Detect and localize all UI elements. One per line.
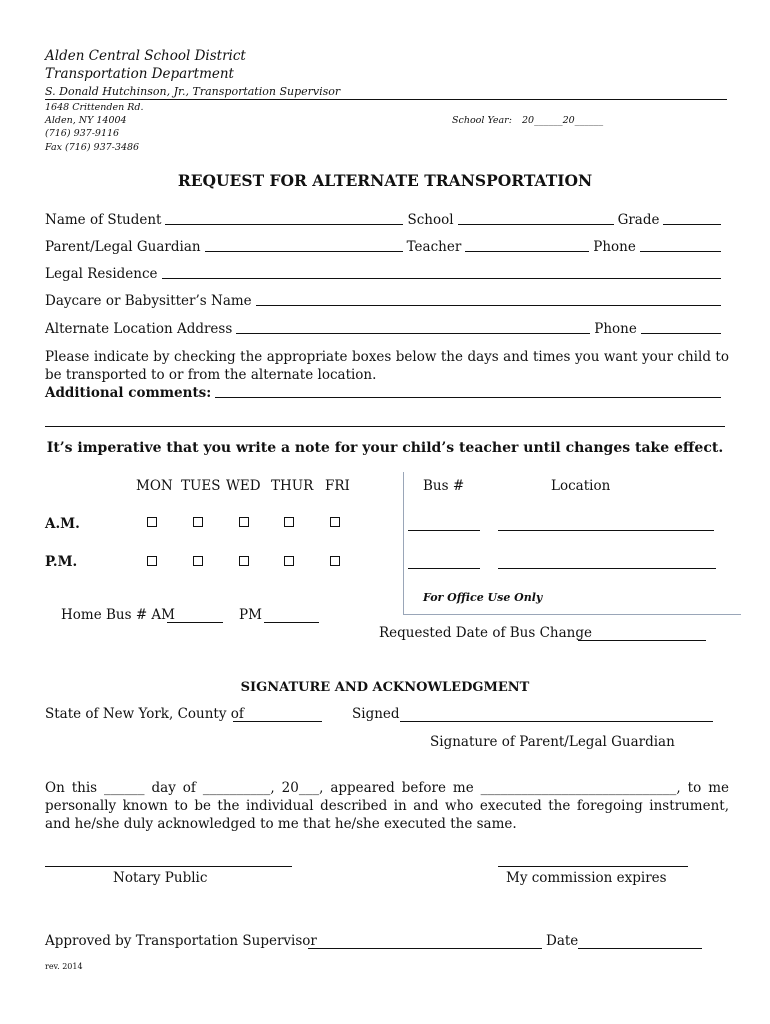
phone-field[interactable] (640, 251, 721, 252)
address-line-2: Alden, NY 14004 (45, 115, 127, 126)
day-thur: THUR (271, 478, 314, 494)
legal-residence-field[interactable] (162, 278, 721, 279)
checkbox-am-wed[interactable] (239, 517, 249, 527)
requested-date-label: Requested Date of Bus Change (379, 625, 592, 641)
checkbox-am-tues[interactable] (193, 517, 203, 527)
state-county-label: State of New York, County of (45, 706, 244, 722)
teacher-label: Teacher (406, 239, 462, 255)
approved-field[interactable] (308, 948, 542, 949)
notary-signature-line[interactable] (45, 866, 292, 867)
school-year-label: School Year: (452, 115, 512, 126)
guardian-label: Parent/Legal Guardian (45, 239, 201, 255)
student-name-field[interactable] (165, 224, 403, 225)
alt-address-label: Alternate Location Address (45, 321, 233, 337)
alt-address-row (45, 319, 725, 337)
home-bus-am-label: Home Bus # AM (61, 607, 175, 623)
day-mon: MON (136, 478, 173, 494)
form-title: REQUEST FOR ALTERNATE TRANSPORTATION (177, 171, 593, 190)
requested-date-field[interactable] (578, 640, 706, 641)
pm-label: P.M. (45, 554, 78, 570)
checkbox-pm-fri[interactable] (330, 556, 340, 566)
signature-heading: SIGNATURE AND ACKNOWLEDGMENT (240, 680, 530, 695)
home-bus-pm-label: PM (239, 607, 262, 623)
supervisor-name: S. Donald Hutchinson, Jr., Transportation Supervisor (45, 85, 341, 98)
am-label: A.M. (45, 516, 80, 532)
comments-row (45, 383, 725, 401)
pm-bus-field[interactable] (408, 568, 480, 569)
fax-number: Fax (716) 937-3486 (45, 142, 140, 153)
location-label: Location (551, 478, 611, 494)
grade-label: Grade (617, 212, 660, 228)
office-use-horizontal-border (403, 614, 741, 615)
checkbox-am-thur[interactable] (284, 517, 294, 527)
office-use-vertical-border (403, 472, 404, 614)
checkbox-pm-wed[interactable] (239, 556, 249, 566)
am-bus-field[interactable] (408, 530, 480, 531)
commission-line[interactable] (498, 866, 688, 867)
acknowledgment-text: On this ______ day of __________, 20___, appeared before me _____________________________, to me personally known to be the individual described in and who executed the foregoing instrument, and he/she duly acknowledged to me that he/she executed the same. (45, 780, 729, 832)
alt-phone-field[interactable] (641, 333, 721, 334)
day-tues: TUES (181, 478, 221, 494)
checkbox-pm-mon[interactable] (147, 556, 157, 566)
department-name: Transportation Department (45, 66, 234, 82)
phone-number: (716) 937-9116 (45, 128, 120, 139)
alt-phone-label: Phone (594, 321, 637, 337)
pm-location-field[interactable] (498, 568, 716, 569)
additional-comments-label: Additional comments: (45, 385, 212, 401)
county-field[interactable] (233, 721, 322, 722)
checkbox-am-mon[interactable] (147, 517, 157, 527)
grade-field[interactable] (663, 224, 721, 225)
home-bus-am-field[interactable] (167, 622, 223, 623)
phone-label: Phone (593, 239, 636, 255)
notary-label: Notary Public (113, 870, 208, 886)
header-divider (45, 99, 727, 100)
guardian-field[interactable] (205, 251, 403, 252)
day-wed: WED (226, 478, 261, 494)
signature-field[interactable] (400, 721, 713, 722)
student-name-label: Name of Student (45, 212, 162, 228)
instructions-text: Please indicate by checking the appropriate boxes below the days and times you want your child to be transported to or from the alternate location. (45, 349, 729, 383)
am-location-field[interactable] (498, 530, 714, 531)
daycare-label: Daycare or Babysitter’s Name (45, 293, 252, 309)
daycare-row (45, 291, 725, 309)
student-row (45, 210, 725, 228)
legal-residence-label: Legal Residence (45, 266, 158, 282)
commission-label: My commission expires (506, 870, 667, 886)
date-label: Date (546, 933, 579, 949)
district-name: Alden Central School District (45, 48, 246, 64)
additional-comments-field[interactable] (215, 397, 721, 398)
bus-number-label: Bus # (423, 478, 465, 494)
home-bus-pm-field[interactable] (264, 622, 319, 623)
checkbox-am-fri[interactable] (330, 517, 340, 527)
teacher-field[interactable] (465, 251, 589, 252)
signed-label: Signed (352, 706, 400, 722)
school-field[interactable] (458, 224, 614, 225)
alt-address-field[interactable] (236, 333, 590, 334)
checkbox-pm-thur[interactable] (284, 556, 294, 566)
date-field[interactable] (578, 948, 702, 949)
office-use-label: For Office Use Only (423, 591, 543, 604)
residence-row (45, 264, 725, 282)
signature-caption: Signature of Parent/Legal Guardian (430, 734, 675, 750)
school-label: School (407, 212, 454, 228)
guardian-row (45, 237, 725, 255)
comments-line-2[interactable] (45, 426, 725, 427)
daycare-field[interactable] (256, 305, 721, 306)
checkbox-pm-tues[interactable] (193, 556, 203, 566)
day-fri: FRI (325, 478, 350, 494)
approved-label: Approved by Transportation Supervisor (45, 933, 317, 949)
school-year-field[interactable]: 20______20______ (522, 115, 604, 126)
imperative-note: It’s imperative that you write a note for your child’s teacher until changes take effect. (46, 440, 724, 456)
revision-label: rev. 2014 (45, 962, 83, 971)
address-line-1: 1648 Crittenden Rd. (45, 102, 144, 113)
